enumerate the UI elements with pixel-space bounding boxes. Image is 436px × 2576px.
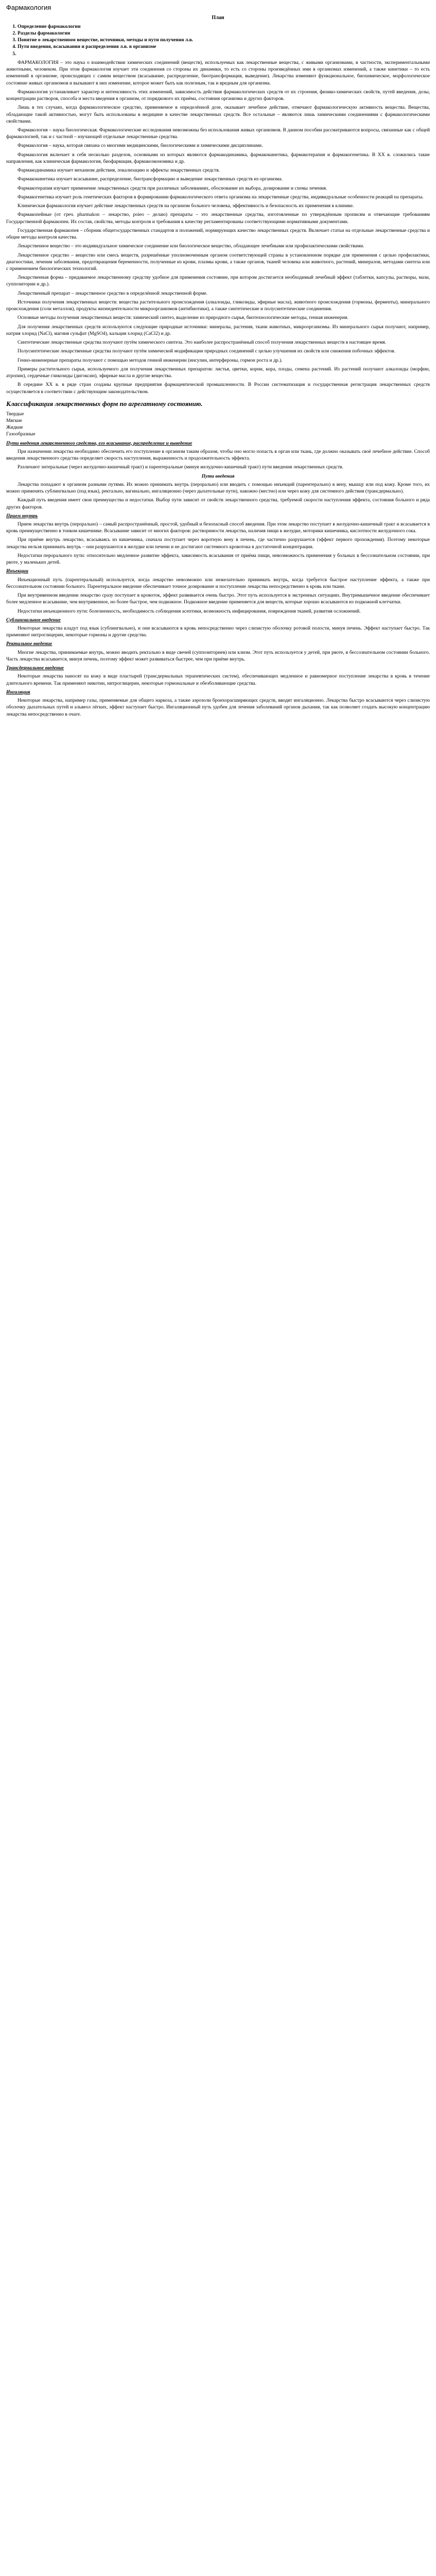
paragraph: Примеры растительного сырья, используемого для получения лекарственных препаратов: листья, цветки, корни, кора, плоды, семена растений. Из растений получают алкалоиды (морфин, атропин), сердечные гликозиды (дигоксин), эфирные масла и другие вещества. [6,366,430,379]
paragraph: Фармакопейные (от греч. pharmakon – лекарство, poieo – делаю) препараты – это лекарственные средства, изготовленные по утверждённым прописям и отвечающие требованиям Государственной фармакопеи. Их состав, свойства, методы контроля и требования к качеству регламентированы соответствующими нормативными документами. [6,212,430,225]
paragraph: Основные методы получения лекарственных веществ: химический синтез, выделение из природного сырья, биотехнологические методы, генная инженерия. [18,315,348,321]
section-heading: Трансдермальное введение [6,665,64,671]
form-item: Газообразные [6,431,36,437]
paragraph: Клиническая фармакология изучает действие лекарственных средств на организм больного человека, эффективность и безопасность их применения в клинике. [18,203,354,209]
route-sections [6,513,430,718]
paragraph: Лишь в тех случаях, когда фармакологическое средство, применяемое в определённой дозе, оказывает лечебное действие, отмечают фармакологическую активность вещества. Вещества, обладающие такой активностью, могут быть использованы в медицине в качестве лекарственных средств. Все остальные – являются лишь химическими соединениями с фармакологическими свойствами. [6,105,430,124]
section-heading: Ингаляция [6,689,30,695]
plan-list [6,23,430,57]
paragraph: Фармакология устанавливает характер и интенсивность этих изменений, зависимость действия фармакологических средств от их строения, физико-химических свойств, путей введения, дозы, концентрации растворов, способа и места введения в организм, от порядкового их приёма, состояния организма и других факторов. [6,89,430,102]
plan-item [18,50,430,57]
paragraph: Недостатки инъекционного пути: болезненность, необходимость соблюдения асептики, возможность инфицирования, повреждения тканей, развития осложнений. [18,608,361,614]
paragraph: Различают энтеральные (через желудочно-кишечный тракт) и парентеральные (минуя желудочно-кишечный тракт) пути введения лекарственных средств. [18,464,343,470]
paragraph: Лекарства попадают в организм разными путями. Их можно принимать внутрь (перорально) или вводить с помощью инъекций (парентерально) в вену, мышцу или под кожу. Кроме того, их можно применять сублингвально (под язык), ректально, вагинально, ингаляционно (через дыхательные пути), накожно (местно) или через кожу для системного действия (трансдермально). [6,481,430,495]
paragraph: Лекарственная форма – придаваемое лекарственному средству удобное для применения состояние, при котором достигается необходимый лечебный эффект (таблетки, капсулы, растворы, мази, суппозитории и др.). [6,275,430,287]
forms-list [6,411,430,438]
paragraph: Некоторые лекарства кладут под язык (сублингвально), и они всасываются в кровь непосредственно через слизистую оболочку ротовой полости, минуя печень. Эффект наступает быстро. Так применяют нитроглицерин, некоторые гормоны и другие средства. [6,625,430,638]
paragraph: Некоторые лекарства наносят на кожу в виде пластырей (трансдермальных терапевтических систем), обеспечивающих медленное и равномерное поступление лекарства в кровь в течение длительного времени. Так применяют никотин, нитроглицерин, некоторые гормональные и обезболивающие средства. [6,673,430,686]
document-title: Фармакология [6,4,51,11]
plan-item: 2. Разделы фармакологии [18,30,430,37]
paragraph: Лекарственное средство – вещество или смесь веществ, разрешённые уполномоченным органом соответствующей страны в установленном порядке для применения с целью профилактики, диагностики, лечения заболевания, предотвращения беременности, полученные из крови, плазмы крови, а также органов, тканей человека или животного, растений, минералов, методами синтеза или с применением биологических технологий. [6,252,430,272]
paragraph: Многие лекарства, принимаемые внутрь, можно вводить ректально в виде свечей (суппозиториев) или клизм. Этот путь используется у детей, при рвоте, в бессознательном состоянии больного. Часть лекарства всасывается, минуя печень, поэтому эффект может развиваться быстрее, чем при приёме внутрь. [6,649,430,662]
paragraph: Фармакология – наука, которая связана со многими медицинскими, биологическими и химическими дисциплинами. [18,143,263,149]
paragraph: Лекарственное вещество – это индивидуальное химическое соединение или биологическое вещество, обладающее лечебными или профилактическими свойствами. [18,243,364,249]
paragraph: Некоторые лекарства, например газы, применяемые для общего наркоза, а также аэрозоли бронхорасширяющих средств, вводят ингаляционно. Лекарства быстро всасываются через слизистую оболочку дыхательных путей и альвеол лёгких, эффект наступает быстро. Ингаляционный путь удобен для лечения заболеваний органов дыхания, так как позволяет создать высокую концентрацию лекарства непосредственно в очаге. [6,698,430,717]
form-item: Жидкие [6,425,23,431]
paragraph: При внутривенном введении лекарство сразу поступает в кровоток, эффект развивается очень быстро. Этот путь используется в экстренных ситуациях. Внутримышечное введение обеспечивает более медленное всасывание, чем внутривенное, но более быстрое, чем подкожное. Подкожное введение применяется для веществ, которые хорошо всасываются из подкожной клетчатки. [6,592,430,605]
section-heading: Сублингвальное введение [6,617,61,623]
paragraph: Полусинтетические лекарственные средства получают путём химической модификации природных соединений с целью улучшения их свойств или снижения побочных эффектов. [18,348,395,354]
section-heading: Ректальное введение [6,641,53,647]
paragraph: При назначении лекарства необходимо обеспечить его поступление в организм таким образом, чтобы оно могло попасть в орган или ткань, где должно оказывать своё лечебное действие. Способ введения лекарственного средства определяет скорость наступления, выраженность и продолжительность эффекта. [6,448,430,462]
paragraph: Фармакогенетика изучает роль генетических факторов в формировании фармакологического ответа организма на лекарственные средства, индивидуальные особенности реакций на препараты. [18,194,424,200]
plan-item: 3. Понятие о лекарственном веществе, источники, методы и пути получения л.в. [18,37,430,43]
enteral-paragraphs [6,481,430,511]
paragraph: Фармакодинамика изучает механизм действия, локализацию и эффекты лекарственных средств. [18,167,220,174]
document-page [0,0,436,724]
paragraph: Фармакотерапия изучает применение лекарственных средств при различных заболеваниях, обоснование их выбора, дозирование и схемы лечения. [18,185,327,191]
paragraph: Прием лекарства внутрь (перорально) – самый распространённый, простой, удобный и безопасный способ введения. При этом лекарство поступает в желудочно-кишечный тракт и всасывается в кровь преимущественно в тонком кишечнике. Всасывание зависит от многих факторов: растворимости лекарства, наличия пищи в желудке, моторики кишечника, кислотности желудочного сока. [6,521,430,534]
paragraph: Каждый путь введения имеет свои преимущества и недостатки. Выбор пути зависит от свойств лекарственного средства, требуемой скорости наступления эффекта, состояния больного и ряда других факторов. [6,497,430,510]
plan-title: План [212,14,224,21]
paragraph: Фармакология включает в себя несколько разделов, основными из которых являются фармакодинамика, фармакокинетика, фармакотерапия и фармакогенетика. В XX в. сложились такие направления, как клиническая фармакология, биофармация, фармакоэкономика и др. [6,151,430,164]
paragraph: Генно-инженерные препараты получают с помощью методов генной инженерии (инсулин, интерфероны, гормон роста и др.). [18,357,283,363]
paragraph: ФАРМАКОЛОГИЯ – это наука о взаимодействии химических соединений (веществ), используемых как лекарственные вещества, с живыми организмами, в частности, экспериментальными животными, человеком. При этом фармакология изучает эти соединения со стороны их динамики, то есть со стороны произведённых ими в организмах изменений, а также кинетики – то есть изменений в организме, происходящих с самим веществом (всасывание, распределение, биотрансформация, выведение). Лекарства изменяют функциональное, биохимическое, морфологическое состояние живых организмов и вызывают в них изменение, которое может быть как полезным, так и вредным для организма. [6,59,430,86]
form-item: Мягкие [6,417,22,423]
paragraph: Фармакология – наука биологическая. Фармакологические исследования невозможны без использования живых организмов. В данном пособии рассматриваются вопросы, связанные как с общей фармакологией, так и с частной – изучающей отдельные лекарственные средства. [6,127,430,140]
section-heading: Прием внутрь [6,513,38,519]
intro-paragraphs [6,59,430,395]
paragraph: Синтетические лекарственные средства получают путём химического синтеза. Это наиболее распространённый способ получения лекарственных веществ в настоящее время. [18,340,387,346]
paragraph: Источники получения лекарственных веществ: вещества растительного происхождения (алкалоиды, гликозиды, эфирные масла), животного происхождения (гормоны, ферменты), минерального происхождения (соли металлов), продукты жизнедеятельности микроорганизмов (антибиотики), а также синтетические и полусинтетические соединения. [6,299,430,312]
paragraph: В середине XX в. в ряде стран созданы крупные предприятия фармацевтической промышленности. В России систематизация и государственная регистрация лекарственных средств осуществляется в соответствии с действующим законодательством. [6,382,430,395]
enteral-heading: Пути введения [201,473,235,479]
plan-item: 4. Пути введения, всасывания и распределения л.в. в организме [18,43,430,50]
paragraph: Недостатки перорального пути: относительно медленное развитие эффекта, зависимость всасывания от приёма пищи, невозможность применения у больных в бессознательном состоянии, при рвоте, у маленьких детей. [6,552,430,566]
paragraph: Государственная фармакопея – сборник общегосударственных стандартов и положений, нормирующих качество лекарственных средств. Включает статьи на отдельные лекарственные средства и общие методы контроля качества. [6,227,430,241]
section-heading: Инъекции [6,568,28,574]
plan-item: 1. Определение фармакологии [18,23,430,30]
paragraph: Инъекционный путь (парентеральный) используется, когда лекарство невозможно или нежелательно принимать внутрь, когда требуется быстрое наступление эффекта, а также при бессознательном состоянии больного. Парентеральное введение обеспечивает точное дозирование и поступление лекарства непосредственно в кровь или ткани. [6,577,430,589]
paragraph: Фармакокинетика изучает всасывание, распределение, биотрансформацию и выведение лекарственных средств из организма. [18,176,283,182]
forms-heading: Классификация лекарственных форм по агрегатному состоянию. [6,399,203,408]
paragraph: При приёме внутрь лекарство, всасываясь из кишечника, сначала поступает через воротную вену в печень, где частично разрушается (эффект первого прохождения). Поэтому некоторые лекарства нельзя принимать внутрь – они разрушаются в желудке или печени и не достигают системного кровотока в достаточной концентрации. [6,537,430,550]
paragraph: Лекарственный препарат – лекарственное средство в определённой лекарственной форме. [18,290,208,296]
form-item: Твердые [6,411,24,417]
paragraph: Для получения лекарственных средств используются следующие природные источники: минералы, растения, ткани животных, микроорганизмы. Из минерального сырья получают, например, натрия хлорид (NaCl), магния сульфат (MgSO4), кальция хлорид (CaCl2) и др. [6,324,430,336]
routes-heading: Пути введения лекарственного средства, его всасывание, распределение и выведение [6,440,193,446]
routes-intro [6,448,430,471]
